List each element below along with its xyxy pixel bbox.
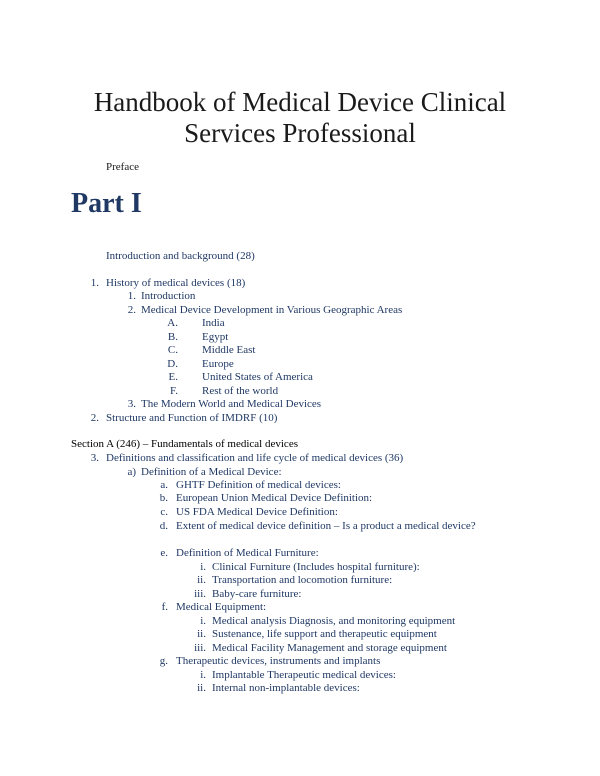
toc-item-text: Clinical Furniture (Includes hospital furniture): — [212, 561, 420, 573]
toc-item-number: A. — [167, 317, 178, 329]
toc-item-text: Egypt — [202, 331, 229, 343]
toc-item-number: 3. — [90, 452, 99, 464]
intro-line: Introduction and background (28) — [106, 250, 255, 262]
toc-item-number: E. — [168, 371, 178, 383]
toc-item-text: Medical analysis Diagnosis, and monitoring equipment — [212, 615, 456, 627]
toc-item-number: ii. — [197, 628, 206, 640]
toc-item-text: Definition of Medical Furniture: — [176, 547, 319, 559]
toc-item-number: 2. — [127, 304, 136, 316]
toc-item-text: Medical Equipment: — [176, 601, 267, 613]
title-line-1: Handbook of Medical Device Clinical — [93, 87, 507, 117]
toc-item-text: Therapeutic devices, instruments and implants — [176, 655, 381, 667]
toc-item-number: 1. — [90, 277, 99, 289]
toc-item-text: Extent of medical device definition – Is a product a medical device? — [176, 520, 476, 532]
toc-item-number: C. — [167, 344, 178, 356]
toc-item-number: i. — [200, 561, 206, 573]
toc-item-number: c. — [160, 506, 168, 518]
toc-item-text: United States of America — [202, 371, 313, 383]
toc-item-number: e. — [160, 547, 168, 559]
toc-item-text: Introduction — [141, 290, 196, 302]
toc-item-text: Middle East — [202, 344, 256, 356]
toc-item-number: 2. — [90, 412, 99, 424]
toc-item-number: f. — [161, 601, 168, 613]
toc-item-number: F. — [170, 385, 178, 397]
toc-item-text: Definitions and classification and life cycle of medical devices (36) — [106, 452, 404, 464]
toc-item-text: History of medical devices (18) — [106, 277, 246, 289]
toc-item-number: a) — [127, 466, 136, 478]
toc-item-number: iii. — [194, 642, 206, 654]
toc-item-number: 3. — [127, 398, 136, 410]
toc-item-number: g. — [159, 655, 168, 667]
toc-item-text: India — [202, 317, 225, 329]
toc-item-text: US FDA Medical Device Definition: — [176, 506, 338, 518]
toc-item-number: b. — [159, 492, 168, 504]
toc-item-text: Definition of a Medical Device: — [141, 466, 282, 478]
toc-item-number: i. — [200, 615, 206, 627]
toc-item-text: Implantable Therapeutic medical devices: — [212, 669, 396, 681]
section-heading: Section A (246) – Fundamentals of medical devices — [71, 438, 298, 450]
preface-label: Preface — [106, 161, 139, 173]
toc-item-number: i. — [200, 669, 206, 681]
toc-item-text: GHTF Definition of medical devices: — [176, 479, 341, 491]
toc-item-number: d. — [159, 520, 168, 532]
toc-item-number: 1. — [127, 290, 136, 302]
toc-item-text: European Union Medical Device Definition: — [176, 492, 373, 504]
toc-item-text: Structure and Function of IMDRF (10) — [106, 412, 278, 424]
toc-item-text: Medical Device Development in Various Geographic Areas — [141, 304, 403, 316]
toc-item-text: Sustenance, life support and therapeutic equipment — [212, 628, 437, 640]
toc-item-number: iii. — [194, 588, 206, 600]
toc-item-text: Medical Facility Management and storage equipment — [212, 642, 447, 654]
toc-item-text: Internal non-implantable devices: — [212, 682, 360, 694]
toc-item-text: Transportation and locomotion furniture: — [212, 574, 393, 586]
toc-item-text: The Modern World and Medical Devices — [141, 398, 322, 410]
toc-item-text: Baby-care furniture: — [212, 588, 302, 600]
title-line-2: Services Professional — [184, 118, 416, 148]
document-title — [0, 87, 600, 149]
toc-item-number: ii. — [197, 574, 206, 586]
part-heading: Part I — [71, 188, 142, 219]
toc-item-text: Rest of the world — [202, 385, 279, 397]
toc-item-number: B. — [167, 331, 178, 343]
toc-item-number: a. — [160, 479, 168, 491]
toc-item-number: ii. — [197, 682, 206, 694]
toc-item-number: D. — [167, 358, 178, 370]
toc-item-text: Europe — [202, 358, 234, 370]
